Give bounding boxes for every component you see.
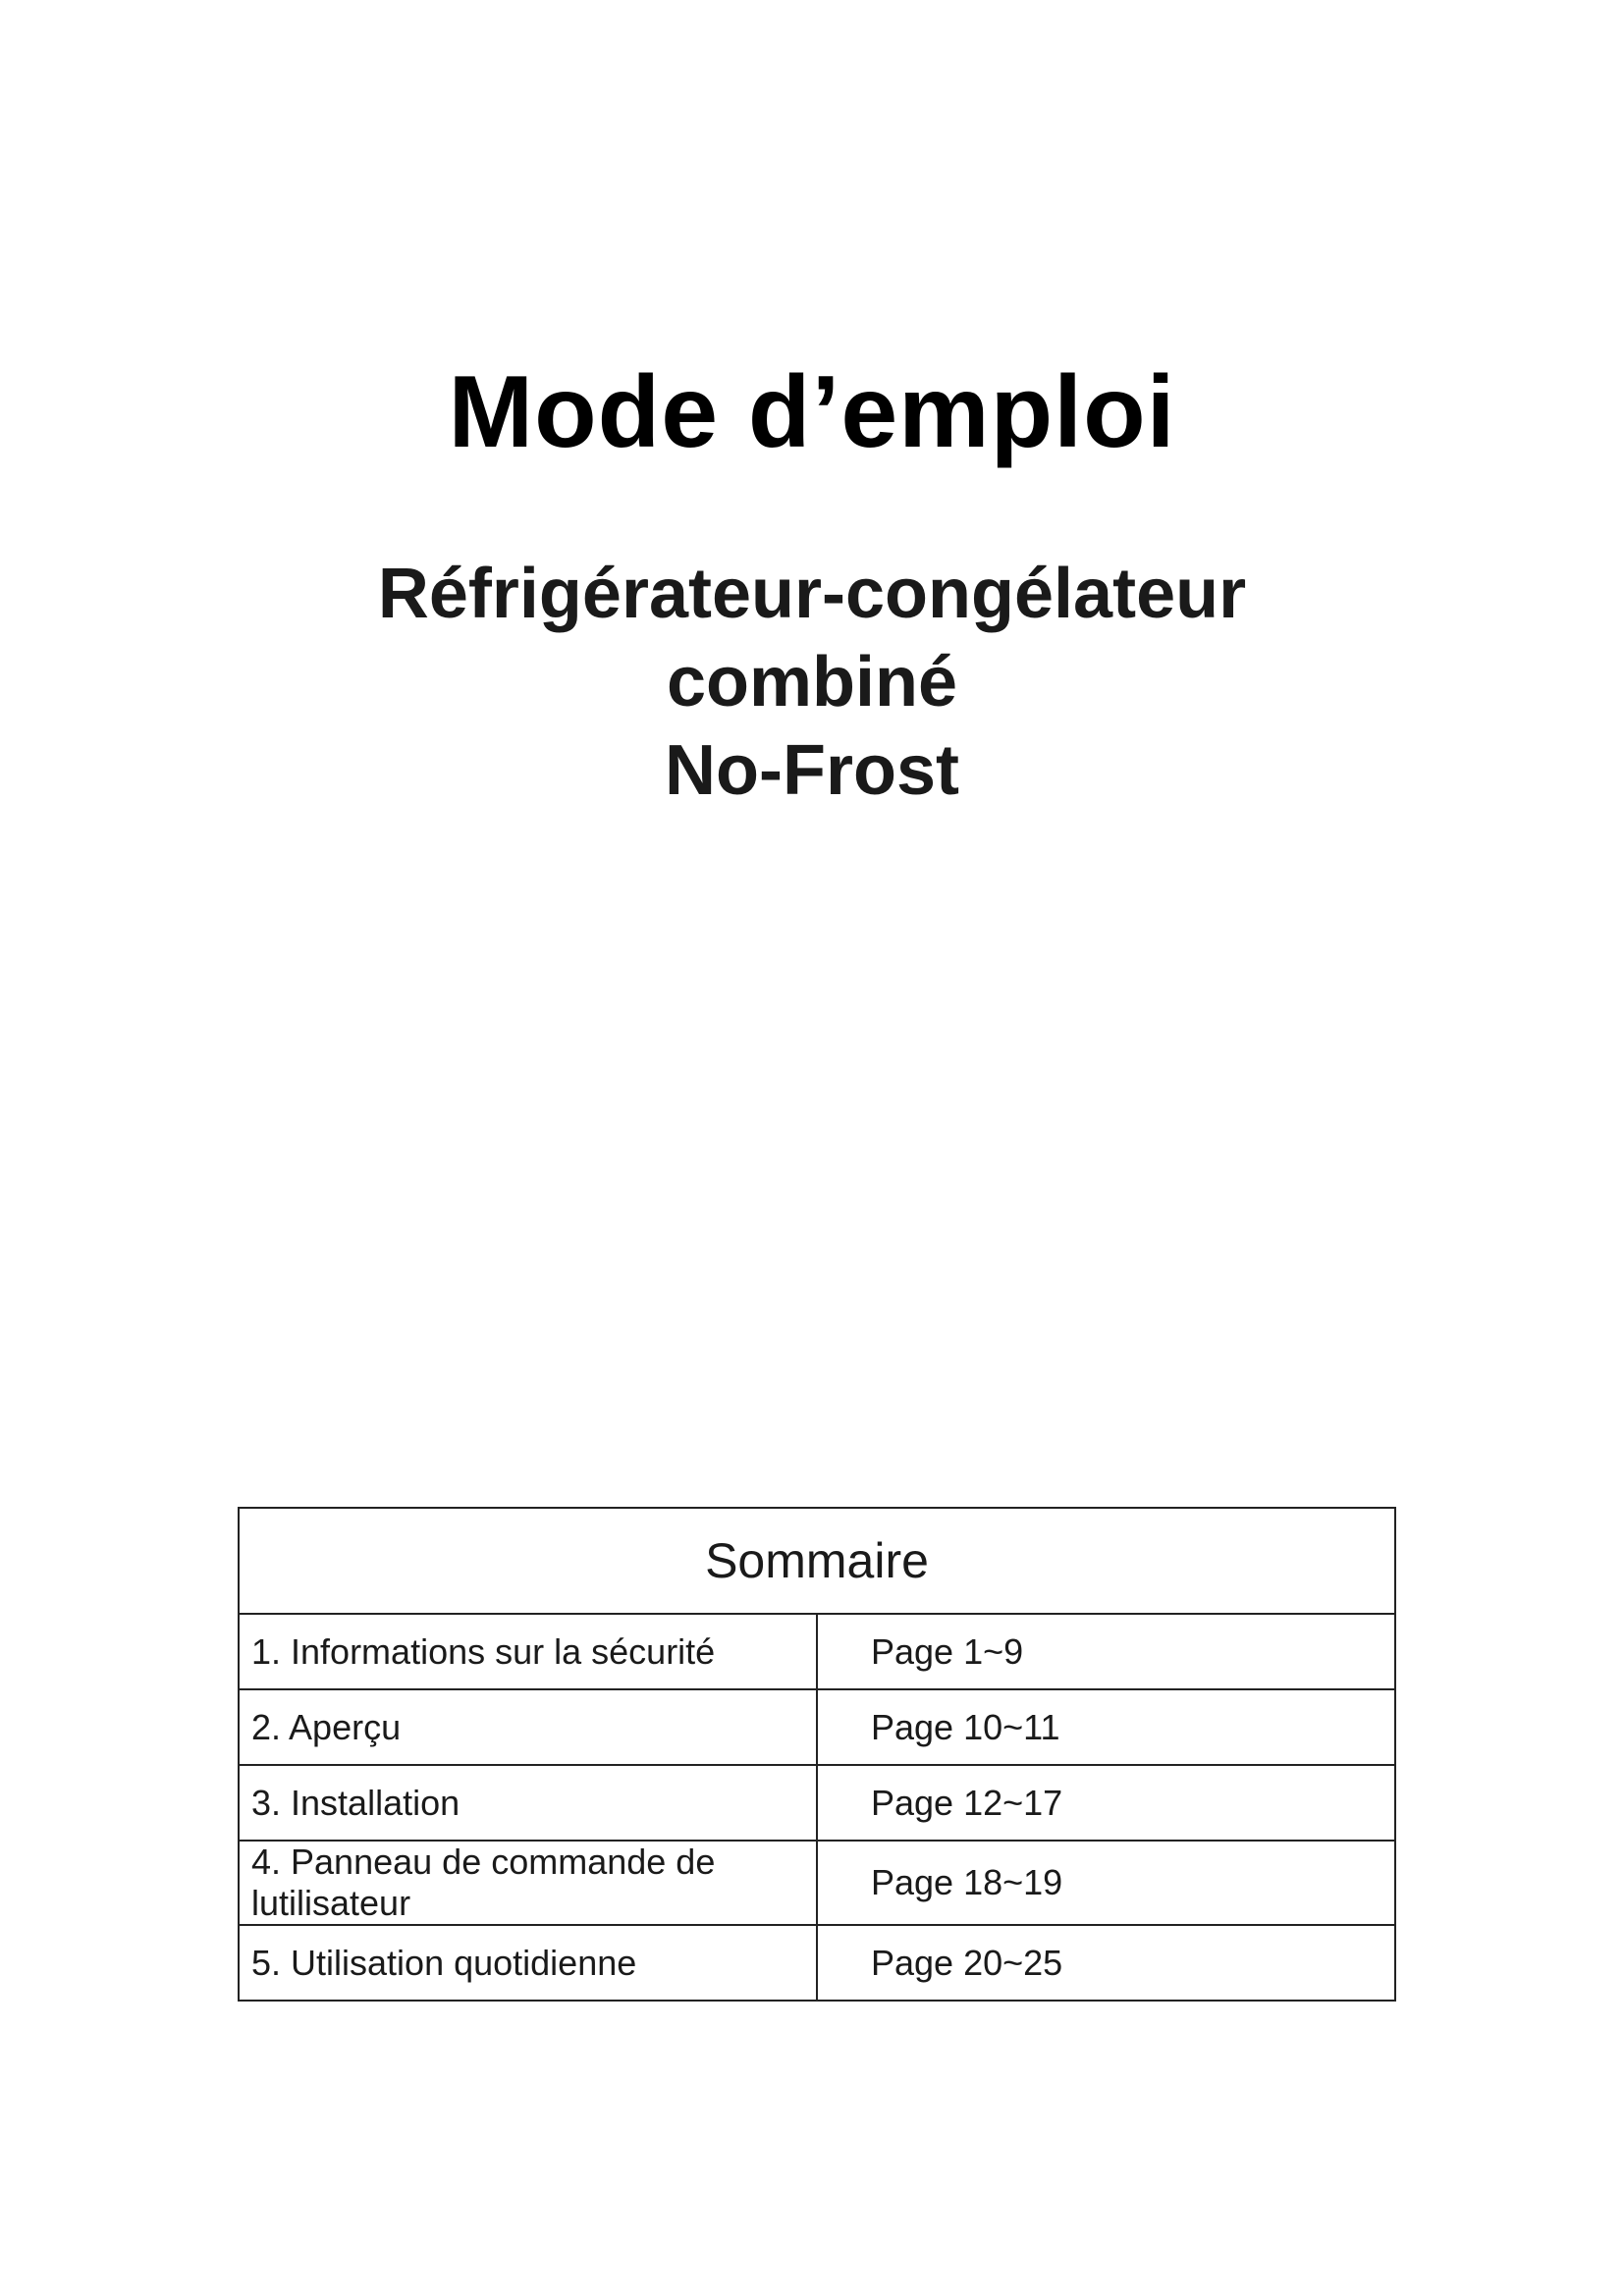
toc-entry-pages: Page 1~9 [817,1614,1395,1689]
toc-entry-pages: Page 10~11 [817,1689,1395,1765]
subtitle-line: combiné [666,643,958,721]
table-of-contents [238,1507,1396,2002]
page-title: Mode d’emploi [448,355,1176,469]
table-row [239,1765,1395,1841]
toc-entry-pages: Page 12~17 [817,1765,1395,1841]
toc-entry-title: 2. Aperçu [239,1689,817,1765]
table-row [239,1689,1395,1765]
product-subtitle [0,550,1624,815]
toc-heading: Sommaire [239,1508,1395,1614]
table-row [239,1925,1395,2001]
subtitle-line: Réfrigérateur-congélateur [377,555,1247,633]
toc-entry-title: 5. Utilisation quotidienne [239,1925,817,2001]
table-row [239,1614,1395,1689]
toc-entry-pages: Page 20~25 [817,1925,1395,2001]
toc-entry-title: 4. Panneau de commande de lutilisateur [239,1841,817,1925]
toc-entry-title: 3. Installation [239,1765,817,1841]
subtitle-line: No-Frost [665,731,959,810]
table-row [239,1841,1395,1925]
toc-entry-pages: Page 18~19 [817,1841,1395,1925]
toc-entry-title: 1. Informations sur la sécurité [239,1614,817,1689]
